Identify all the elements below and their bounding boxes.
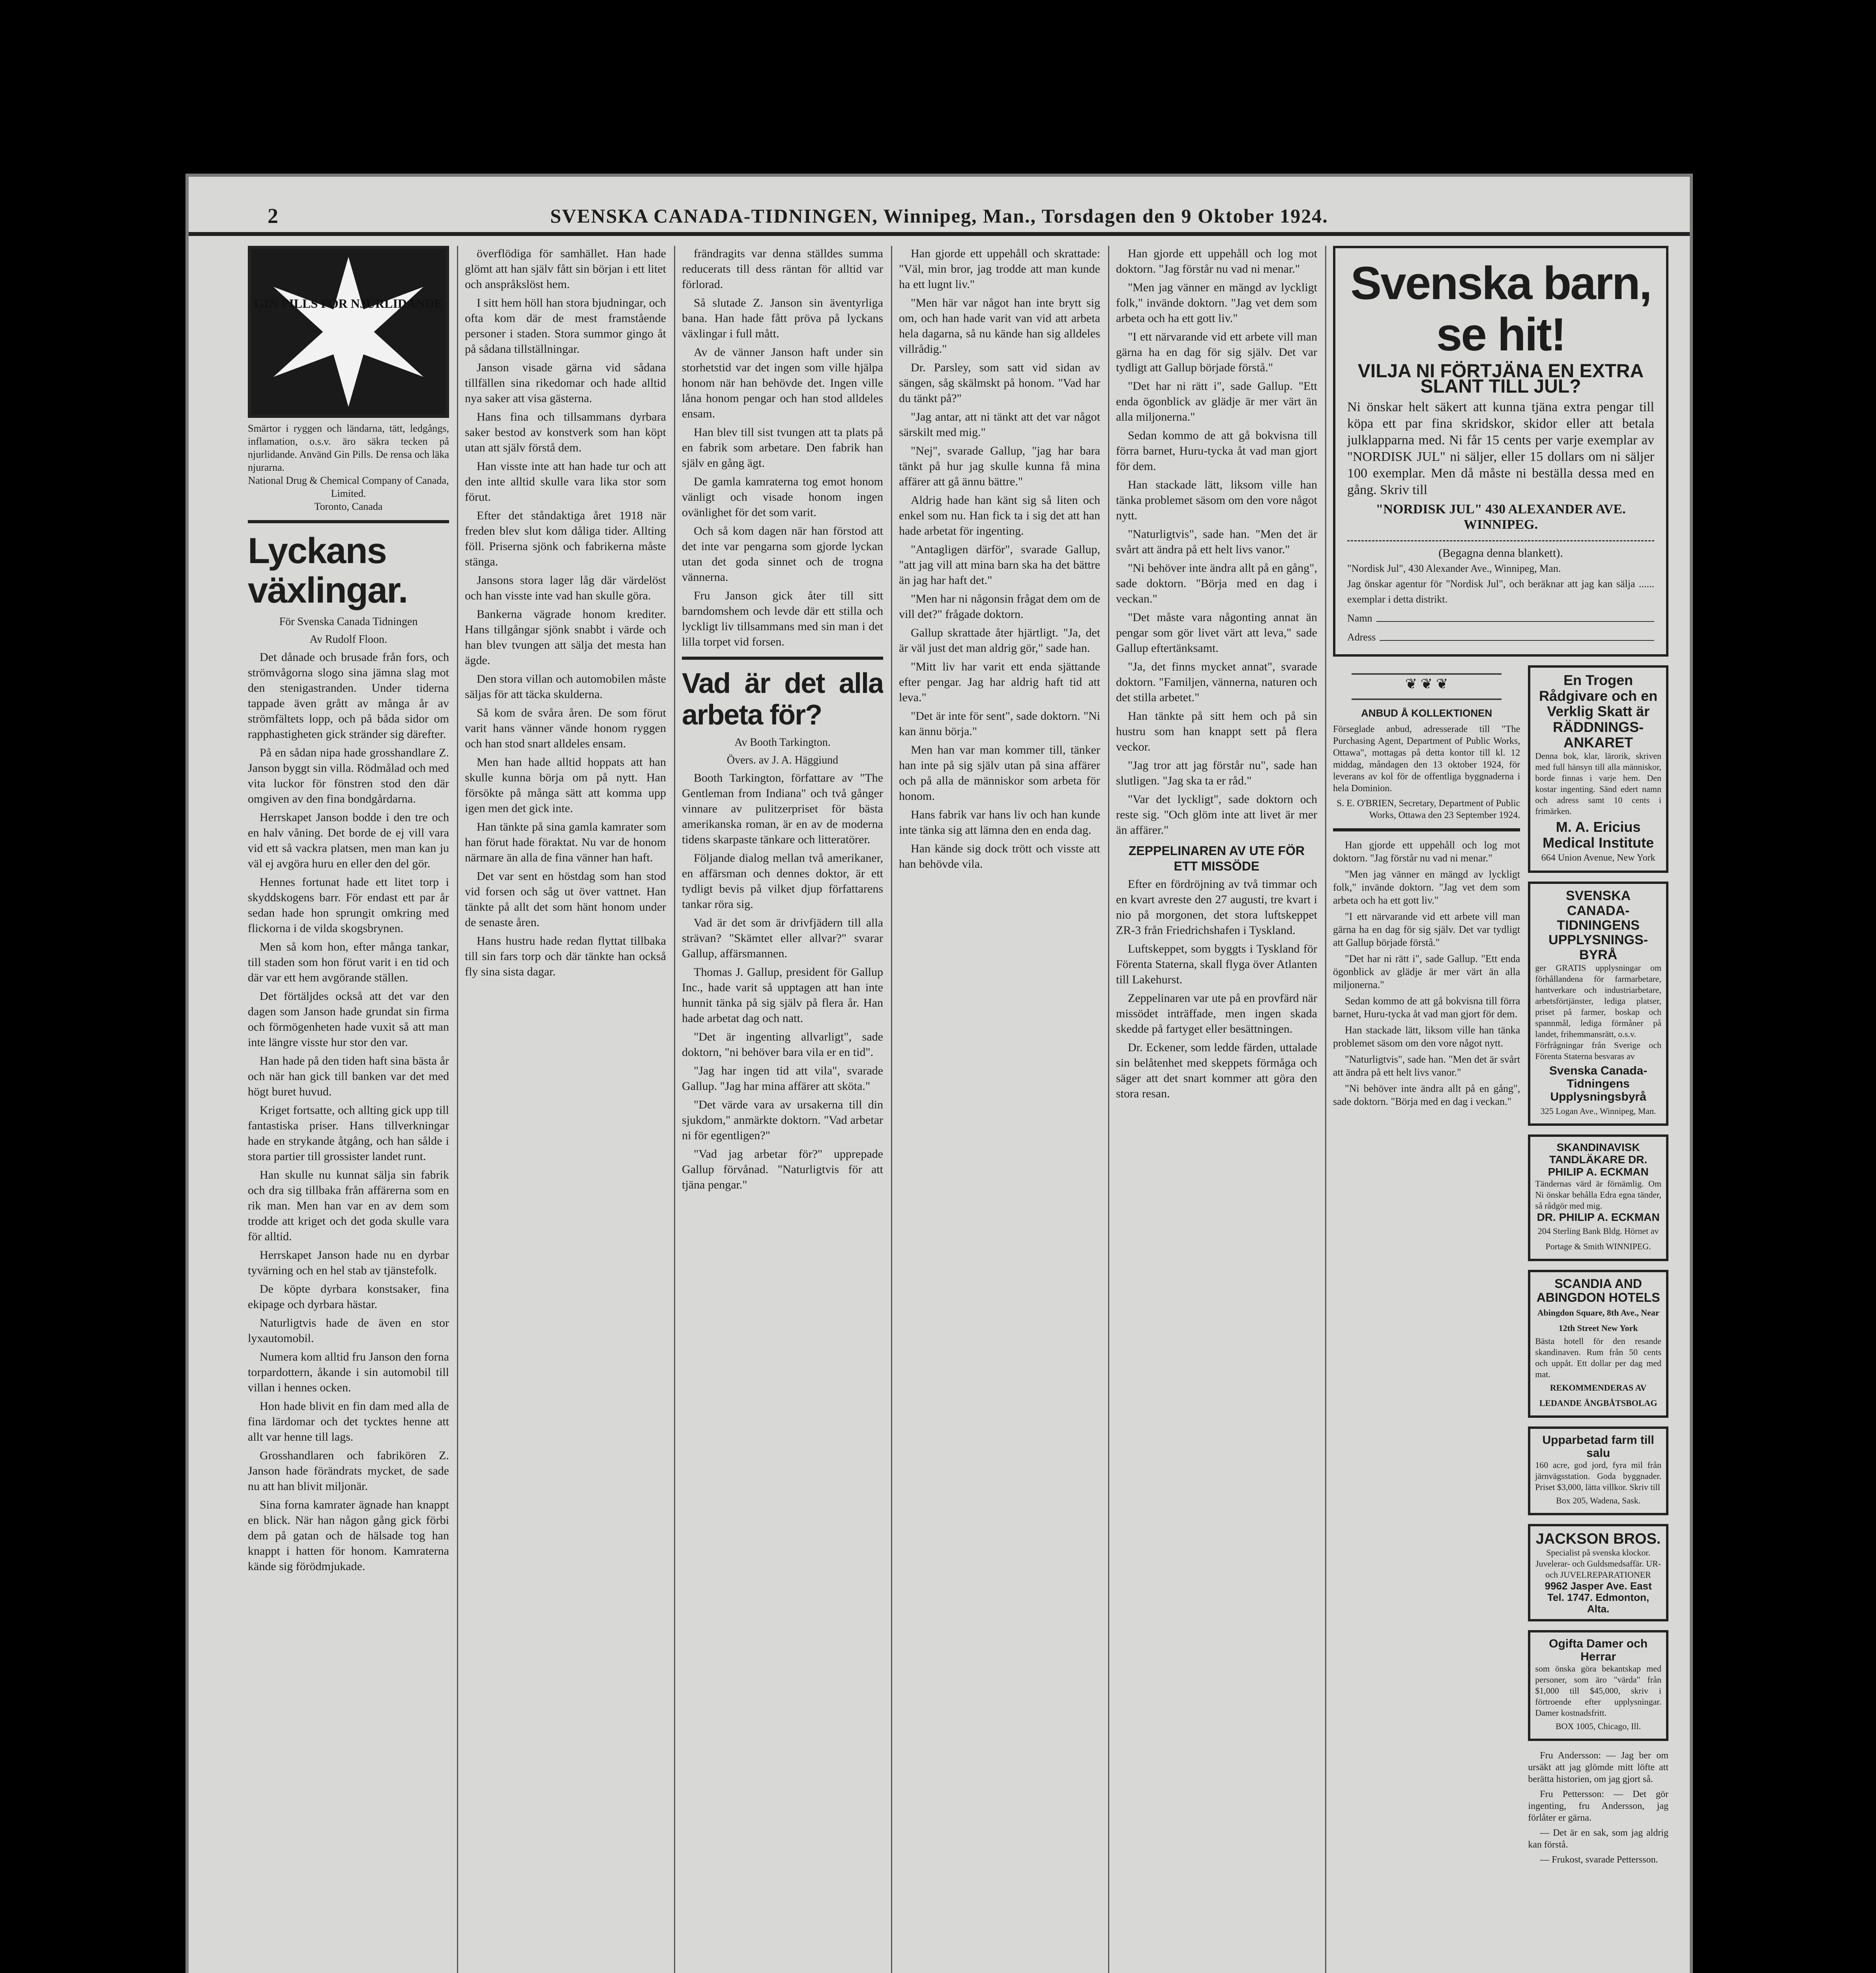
paragraph: "Mitt liv har varit ett enda sjättande efter pengar. Jag har aldrig haft tid att leva." xyxy=(899,660,1100,704)
paragraph: Det dånade och brusade från fors, och strömvågorna slogo sina jämna slag mot den stenigastranden. Under tiderna tappade även grått av många år av strömfältets lopp, och på båda sidor om rapphastigheten gick stränder sig därefter. xyxy=(248,651,449,741)
dental-head: SKANDINAVISK TANDLÄKARE DR. PHILIP A. ECKMAN xyxy=(1548,1141,1649,1178)
ogifta-addr: BOX 1005, Chicago, Ill. xyxy=(1555,1721,1641,1732)
column-4 xyxy=(899,246,1100,1973)
paragraph: Efter det ståndaktiga året 1918 när freden blev slut kom dåliga tider. Allting föll. Priserna sjönk och fabrikerna måste stänga. xyxy=(465,509,666,568)
jackson-ad xyxy=(1528,1524,1668,1622)
paragraph: Han blev till sist tvungen att ta plats på en fabrik som arbetare. Den fabrik han själv en gång ägt. xyxy=(682,426,883,470)
paragraph: "Det är inte för sent", sade doktorn. "Ni kan ännu börja." xyxy=(899,709,1100,738)
jackson-sub: Specialist på svenska klockor. Juvelerar- och Guldsmedsaffär. UR- och JUVELREPARATIONER xyxy=(1535,1548,1661,1580)
notice-column xyxy=(1333,665,1520,1869)
paragraph: Zeppelinaren var ute på en provfärd när missödet inträffade, men ingen skada skedde på fartyget eller besättningen. xyxy=(1116,992,1317,1035)
paragraph: Thomas J. Gallup, president för Gallup Inc., hade varit så upptagen att han inte hunnit tänka på sig själv på flera år. Han hade arbetat dag och natt. xyxy=(682,966,883,1025)
paragraph: Numera kom alltid fru Janson den forna torpardottern, åkande i sin automobil till villan i hennes ocken. xyxy=(248,1350,449,1394)
paragraph: "Men jag vänner en mängd av lyckligt folk," invände doktorn. "Jag vet dem som arbeta och ha ett gott liv." xyxy=(1116,281,1317,325)
paragraph: Han stackade lätt, liksom ville han tänka problemet säsom om den vore något nytt. xyxy=(1116,478,1317,522)
big-body: Ni önskar helt säkert att kunna tjäna extra pengar till köpa ett par fina skridskor, skidor eller att betala julklapparna med. Ni får 15 cents per varje exemplar av "NORDISK JUL" ni säljer, eller 15 dollars om ni säljer 100 exemplar. Men då måste ni beställa dessa med en gång. Skriv till xyxy=(1347,400,1654,497)
paragraph: Herrskapet Janson hade nu en dyrbar tyvärning och en hel stab av tjänstefolk. xyxy=(248,1249,449,1277)
ogifta-head: Ogifta Damer och Herrar xyxy=(1549,1637,1648,1664)
paragraph: Efter en fördröjning av två timmar och en kvart avreste den 27 augusti, tre kvart i nio på morgonen, det stora luftskeppet ZR-3 från Friedrichshafen i Tyskland. xyxy=(1116,878,1317,937)
paragraph: Och så kom dagen när han förstod att det inte var pengarna som gjorde lyckan utan det goda sinnet och de trogna vännerna. xyxy=(682,524,883,584)
paragraph: Han tänkte på sina gamla kamrater som han förut hade föraktat. Nu var de honom närmare än alla de fina vänner han haft. xyxy=(465,820,666,864)
ericius-body: Denna bok, klar, lärorik, skriven med full hänsyn till alla människor, borde finnas i varje hem. Den kostar ingenting. Sänd edert namn och adress samt 10 cents i frimärken. xyxy=(1535,751,1661,816)
paragraph: Gallup skrattade åter hjärtligt. "Ja, det är väl just det man aldrig gör," sade han. xyxy=(899,626,1100,655)
col-cont-text: "I ett närvarande vid ett arbete vill man gärna ha en dag för sig själv. Det var tydligt att Gallup började förstå." xyxy=(1333,911,1520,948)
form-address-field[interactable] xyxy=(1380,627,1654,641)
paragraph: Luftskeppet, som byggts i Tyskland för Förenta Staterna, skall flyga över Atlanten till Lakehurst. xyxy=(1116,942,1317,986)
ericius-head: En Trogen Rådgivare och en Verklig Skatt är RÄDDNINGS-ANKARET xyxy=(1539,672,1658,751)
form-name-field[interactable] xyxy=(1376,608,1654,622)
paragraph: "Var det lyckligt", sade doktorn och reste sig. "Och glöm inte att livet är mer än affärer." xyxy=(1116,793,1317,837)
ogifta-ad xyxy=(1528,1630,1668,1741)
ogifta-body: som önska göra bekantskap med personer, som äro "värda" från $1,000 till $45,000, skriv i förtroende efter upplysningar. Damer kostnadsfritt. xyxy=(1535,1664,1661,1718)
paragraph: Hans fabrik var hans liv och han kunde inte tänka sig att lämna den en enda dag. xyxy=(899,808,1100,837)
paragraph: Fru Janson gick åter till sitt barndomshem och levde där ett stilla och lyckligt liv tillsammans med sin man i det lilla torpet vid forsen. xyxy=(682,589,883,648)
form-line1: "Nordisk Jul", 430 Alexander Ave., Winnipeg, Man. xyxy=(1347,563,1561,574)
col-cont-text: Han gjorde ett uppehåll och log mot doktorn. "Jag förstår nu vad ni menar." xyxy=(1333,839,1520,864)
ericius-name: M. A. Ericius Medical Institute xyxy=(1543,818,1654,851)
article-body-lyckans xyxy=(248,650,449,1574)
gin-pills-title: GIN PILLS FOR NJURLIDANDE xyxy=(254,296,443,311)
paragraph: "Jag tror att jag förstår nu", sade han slutligen. "Jag ska ta er råd." xyxy=(1116,759,1317,787)
paragraph: Men han hade alltid hoppats att han skulle kunna börja om på nytt. Han försökte på många sätt att komma upp igen men det gick inte. xyxy=(465,756,666,815)
dental-name: DR. PHILIP A. ECKMAN xyxy=(1537,1211,1660,1223)
paragraph: Men så kom hon, efter många tankar, till staden som hon förut varit i en tid och där var ett hem avgörande ställen. xyxy=(248,940,449,984)
paragraph: "Naturligtvis", sade han. "Men det är svårt att ändra på ett helt livs vanor." xyxy=(1116,528,1317,556)
paragraph: Vad är det som är drivfjädern till alla strävan? "Skämtet eller allvar?" svarar Gallup, affärsmannen. xyxy=(682,916,883,960)
dental-addr: 204 Sterling Bank Bldg. Hörnet av Portage & Smith WINNIPEG. xyxy=(1537,1226,1659,1252)
paragraph: "I ett närvarande vid ett arbete vill man gärna ha en dag för sig själv. Det var tydligt att Gallup började förstå." xyxy=(1116,330,1317,374)
article-title-vad-ar-det: Vad är det alla arbeta för? xyxy=(682,668,883,731)
upplys-body: ger GRATIS upplysningar om förhållandena för farmarbetare, hantverkare och industriarbetare, arbetsförtjänster, lediga platser, priset på farmer, boskap och spannmål, lediga förmåner på landet, frihemmansrätt, o.s.v. xyxy=(1535,963,1661,1039)
notice-body: Förseglade anbud, adresserade till "The Purchasing Agent, Department of Public Works, Ottawa", mottagas på detta kontor till kl. 12 middag, måndagen den 13 oktober 1924, för leverans av kol för de offentliga byggnaderna i hela Dominion. xyxy=(1333,724,1520,794)
jackson-tel: Tel. 1747. Edmonton, Alta. xyxy=(1547,1591,1649,1615)
paragraph: "Det måste vara någonting annat än pengar som gör livet värt att leva," sade Gallup eftertänksamt. xyxy=(1116,611,1317,655)
newspaper-page xyxy=(185,174,1693,1973)
paragraph: Naturligtvis hade de även en stor lyxautomobil. xyxy=(248,1316,449,1345)
paragraph: Han visste inte att han hade tur och att den inte alltid skulle vara lika stor som förut. xyxy=(465,460,666,504)
paragraph: Han gjorde ett uppehåll och log mot doktorn. "Jag förstår nu vad ni menar." xyxy=(1116,247,1317,275)
joke: — Frukost, svarade Pettersson. xyxy=(1540,1855,1658,1865)
col-cont-text: Sedan kommo de att gå bokvisna till förra barnet, Huru-tycka åt vad man gjort för dem. xyxy=(1333,995,1520,1020)
paragraph: Jansons stora lager låg där värdelöst och han visste inte vad han skulle göra. xyxy=(465,574,666,602)
paragraph: Hennes fortunat hade ett litet torp i skyddskogens barr. För endast ett par år sedan hade hon sprungit omkring med flickorna i de vilda skogsbrynen. xyxy=(248,876,449,935)
paragraph: Följande dialog mellan två amerikaner, en affärsman och dennes doktor, är ett tydligt bevis på vilket djup författarens tankar röra sig. xyxy=(682,852,883,911)
col-cont-text: "Men jag vänner en mängd av lyckligt folk," invände doktorn. "Jag vet dem som arbeta och ha ett gott liv." xyxy=(1333,869,1520,906)
paragraph: Grosshandlaren och fabrikören Z. Janson hade förändrats mycket, de sade nu att han blivit miljonär. xyxy=(248,1449,449,1493)
paragraph: Han hade på den tiden haft sina bästa år och när han gick till banken var det med högt buret huvud. xyxy=(248,1054,449,1098)
paragraph: Sedan kommo de att gå bokvisna till förra barnet, Huru-tycka åt vad man gjort för dem. xyxy=(1116,429,1317,473)
gin-pills-ad xyxy=(248,246,449,418)
page-number: 2 xyxy=(268,204,278,228)
big-subtitle: VILJA NI FÖRTJÄNA EN EXTRA SLANT TILL JUL? xyxy=(1357,361,1644,397)
paragraph: "Det har ni rätt i", sade Gallup. "Ett enda ögonblick av glädje är mer värt än alla miljonerna." xyxy=(1116,380,1317,423)
paragraph: "Ja, det finns mycket annat", svarade doktorn. "Familjen, vännerna, naturen och det stilla arbetet." xyxy=(1116,660,1317,704)
paragraph: Janson visade gärna vid sådana tillfällen sina rikedomar och hade alltid nya saker att visa gästerna. xyxy=(465,361,666,405)
ericius-addr: 664 Union Avenue, New York xyxy=(1541,853,1655,863)
gin-pills-body: Smärtor i ryggen och ländarna, tätt, ledgångs, inflamation, o.s.v. äro säkra tecken på njurlidande. Använd Gin Pills. De rensa och läka njurarna. xyxy=(248,423,449,473)
paragraph: Det var sent en höstdag som han stod vid forsen och såg ut över vattnet. Han tänkte på allt det som hänt honom under de senaste åren. xyxy=(465,870,666,929)
paragraph: "Jag har ingen tid att vila", svarade Gallup. "Jag har mina affärer att sköta." xyxy=(682,1064,883,1093)
column-2 xyxy=(465,246,666,1973)
paragraph: Det förtäljdes också att det var den dagen som Janson hade grundat sin firma och förmögenheten hade vuxit så att man inte längre visste hur stor den var. xyxy=(248,990,449,1049)
hotel-body: Bästa hotell för den resande skandinaven. Rum från 50 cents och uppåt. Ett dollar per dag med mat. xyxy=(1535,1336,1661,1379)
article-title-lyckans: Lyckans växlingar. xyxy=(248,531,408,610)
starburst-graphic xyxy=(273,257,423,407)
joke: Fru Andersson: — Jag ber om ursäkt att jag glömde mitt löfte att berätta historien, om jag gjort så. xyxy=(1528,1750,1668,1785)
farm-ad xyxy=(1528,1426,1668,1515)
paragraph: "Det värde vara av ursakerna till din sjukdom," anmärkte doktorn. "Vad arbetar ni för egentligen?" xyxy=(682,1098,883,1142)
paragraph: Kriget fortsatte, och allting gick upp till fantastiska priser. Hans tillverkningar hade en strykande åtgång, och han sålde i stora partier till grossister landet runt. xyxy=(248,1104,449,1163)
article4-translator: Övers. av J. A. Häggiund xyxy=(726,754,839,766)
paragraph: Han tänkte på sitt hem och på sin hustru som han knappt sett på flera veckor. xyxy=(1116,709,1317,753)
paragraph: Aldrig hade han känt sig så liten och enkel som nu. Han fick ta i sig det att han hade arbetat för ingenting. xyxy=(899,494,1100,537)
paragraph: frändragits var denna ställdes summa reducerats till dess räntan för alltid var förlorad. xyxy=(682,247,883,291)
column-1 xyxy=(248,246,449,1973)
upplys-name: Svenska Canada-Tidningens Upplysningsbyrå xyxy=(1549,1064,1648,1104)
paragraph: "Nej", svarade Gallup, "jag har bara tänkt på hur jag skulle kunna få mina affärer att gå ännu bättre." xyxy=(899,444,1100,488)
column-3 xyxy=(682,246,883,1973)
paragraph: Hon hade blivit en fin dam med alla de fina lärdomar och det tycktes henne att allt var henne till lags. xyxy=(248,1400,449,1443)
paragraph: Så kom de svåra åren. De som förut varit hans vänner vände honom ryggen och han stod snart alldeles ensam. xyxy=(465,706,666,750)
paragraph: I sitt hem höll han stora bjudningar, och ofta kom där de mest framstående personer i staden. Stora summor gingo åt på sådana tillställningar. xyxy=(465,296,666,356)
paragraph: "Det är ingenting allvarligt", sade doktorn, "ni behöver bara vila er en tid". xyxy=(682,1030,883,1059)
form-name-label: Namn xyxy=(1347,612,1372,624)
hotel-head: SCANDIA AND ABINGDON HOTELS xyxy=(1536,1277,1660,1305)
article-subtitle: För Svenska Canada Tidningen xyxy=(279,616,418,628)
ornament-divider xyxy=(1352,673,1501,700)
dental-ad xyxy=(1528,1134,1668,1261)
big-address: "NORDISK JUL" 430 ALEXANDER AVE. WINNIPEG. xyxy=(1376,502,1626,532)
paragraph: Han kände sig dock trött och visste att han behövde vila. xyxy=(899,842,1100,870)
farm-body: 160 acre, god jord, fyra mil från järnvägsstation. Goda byggnader. Priset $3,000, lätta villkor. Skriv till xyxy=(1535,1460,1661,1492)
paragraph: Sina forna kamrater ägnade han knappt en blick. När han någon gång gick förbi dem på gatan och de hälsade tog han knappt i hatten för honom. Kamraterna kände sig förödmjukade. xyxy=(248,1498,449,1573)
paragraph: På en sådan nipa hade grosshandlare Z. Janson byggt sin villa. Rödmålad och med vita luckor för fönstren stod den där omgiven av den fina bondgårdarna. xyxy=(248,746,449,805)
paragraph: De köpte dyrbara konstsaker, fina ekipage och dyrbara hästar. xyxy=(248,1282,449,1311)
zeppelin-headline: ZEPPELINAREN AV UTE FÖR ETT MISSÖDE xyxy=(1128,844,1305,873)
paragraph: Hans fina och tillsammans dyrbara saker bestod av konstverk som han köpt utan att själv förstå dem. xyxy=(465,410,666,454)
upplys-body2: Förfrågningar från Sverige och Förenta Staterna besvaras av xyxy=(1535,1040,1661,1061)
right-column xyxy=(1333,246,1668,1973)
farm-contact: Box 205, Wadena, Sask. xyxy=(1556,1495,1641,1505)
dental-body: Tändernas värd är förnämlig. Om Ni önskar behålla Edra egna tänder, så rådgör med mig. xyxy=(1535,1178,1661,1211)
small-ads-column xyxy=(1528,665,1668,1869)
paragraph: överflödiga för samhället. Han hade glömt att han själv fått sin början i ett litet och anspråkslöst hem. xyxy=(465,247,666,291)
big-title: Svenska barn, se hit! xyxy=(1350,257,1651,361)
upplysning-ad xyxy=(1528,882,1668,1126)
paragraph: Så slutade Z. Janson sin äventyrliga bana. Han hade fått pröva på lyckans växlingar i full mått. xyxy=(682,296,883,340)
paragraph: Han skulle nu kunnat sälja sin fabrik och dra sig tillbaka från affärerna som en rik man. Men han var en av dem som trodde att kriget och det goda skulle vara för alltid. xyxy=(248,1168,449,1243)
paragraph: "Men här var något han inte brytt sig om, och han hade varit van vid att arbeta hela dagarna, så nu kände han sig alldeles villrådig." xyxy=(899,296,1100,356)
paragraph: Bankerna vägrade honom krediter. Hans tillgångar sjönk snabbt i värde och han blev tvungen att sälja det mesta han ägde. xyxy=(465,608,666,667)
joke: Fru Pettersson: — Det gör ingenting, fru Andersson, jag förlåter er gärna. xyxy=(1528,1789,1668,1823)
form-caption: (Begagna denna blankett). xyxy=(1438,547,1563,560)
column-5 xyxy=(1116,246,1317,1973)
article4-byline: Av Booth Tarkington. xyxy=(734,736,831,749)
paragraph: Booth Tarkington, författare av "The Gentleman from Indiana" och två gånger vinnare av pulitzerpriset för bästa amerikanska roman, är en av de moderna tidens skarpaste tänkare och litteratörer. xyxy=(682,771,883,846)
joke: — Det är en sak, som jag aldrig kan förstå. xyxy=(1528,1828,1668,1850)
hotel-addr: Abingdon Square, 8th Ave., Near 12th Street New York xyxy=(1537,1307,1659,1333)
upplys-head: SVENSKA CANADA-TIDNINGENS UPPLYSNINGS-BYRÅ xyxy=(1548,888,1648,962)
jokes xyxy=(1528,1750,1668,1866)
form-address-label: Adress xyxy=(1347,631,1376,643)
hotel-rec: REKOMMENDERAS AV LEDANDE ÅNGBÅTSBOLAG xyxy=(1539,1382,1657,1408)
col-cont-text: Han stackade lätt, liksom ville han tänka problemet säsom om den vore något nytt. xyxy=(1333,1024,1520,1049)
paragraph: Hans hustru hade redan flyttat tillbaka till sin fars torp och där tänkte han också fly sina sista dagar. xyxy=(465,934,666,978)
form-line2: Jag önskar agentur för "Nordisk Jul", och beräknar att jag kan sälja ...... exemplar i detta distrikt. xyxy=(1347,578,1654,605)
jackson-addr: 9962 Jasper Ave. East xyxy=(1545,1580,1652,1592)
paragraph: "Antagligen därför", svarade Gallup, "att jag vill att mina barn ska ha det bättre än jag har haft det." xyxy=(899,543,1100,587)
paragraph: Dr. Parsley, som satt vid sidan av sängen, såg skälmskt på honom. "Vad har du tänkt på?" xyxy=(899,361,1100,405)
paragraph: Men han var man kommer till, tänker han inte på sig själv utan på sina affärer och på alla de människor som arbeta för honom. xyxy=(899,743,1100,803)
col-cont-text: "Det har ni rätt i", sade Gallup. "Ett enda ögonblick av glädje är mer värt än alla miljonerna." xyxy=(1333,953,1520,990)
jackson-head: JACKSON BROS. xyxy=(1535,1530,1661,1547)
paragraph: Den stora villan och automobilen måste säljas för att täcka skulderna. xyxy=(465,672,666,701)
gin-pills-maker: National Drug & Chemical Company of Canada, Limited. xyxy=(248,475,449,499)
hotel-ad xyxy=(1528,1270,1668,1417)
paragraph: "Jag antar, att ni tänkt att det var något särskilt med mig." xyxy=(899,410,1100,439)
paragraph: "Men har ni någonsin frågat dem om de vill det?" frågade doktorn. xyxy=(899,592,1100,621)
paragraph: "Vad jag arbetar för?" upprepade Gallup förvånad. "Naturligtvis för att tjäna pengar." xyxy=(682,1147,883,1191)
article-byline: Av Rudolf Floon. xyxy=(309,633,388,646)
notice-head: ANBUD Å KOLLEKTIONEN xyxy=(1361,707,1492,719)
col-cont-text: "Naturligtvis", sade han. "Men det är svårt att ändra på ett helt livs vanor." xyxy=(1333,1054,1520,1078)
page-header xyxy=(189,200,1690,236)
nordisk-jul-ad xyxy=(1333,246,1668,657)
upplys-addr: 325 Logan Ave., Winnipeg, Man. xyxy=(1540,1106,1656,1116)
ericius-ad xyxy=(1528,665,1668,873)
gin-pills-city: Toronto, Canada xyxy=(314,501,383,512)
paragraph: Dr. Eckener, som ledde färden, uttalade sin belåtenhet med skeppets förmåga och säger att det snart kommer att göra den stora resan. xyxy=(1116,1041,1317,1100)
paragraph: De gamla kamraterna tog emot honom vänligt och visade honom ingen ovänlighet för det som varit. xyxy=(682,475,883,519)
col-cont-text: "Ni behöver inte ändra allt på en gång", sade doktorn. "Börja med en dag i veckan." xyxy=(1333,1083,1520,1107)
notice-sign: S. E. O'BRIEN, Secretary, Department of Public Works, Ottawa den 23 September 1924. xyxy=(1336,798,1520,820)
paragraph: "Ni behöver inte ändra allt på en gång", sade doktorn. "Börja med en dag i veckan." xyxy=(1116,562,1317,605)
paragraph: Han gjorde ett uppehåll och skrattade: "Väl, min bror, jag trodde att man kunde ha ett lugnt liv." xyxy=(899,247,1100,291)
paragraph: Herrskapet Janson bodde i den tre och en halv våning. Det borde de ej vill vara vid ett så vackra platsen, men man kan ju väl ej avgöra huru en eller den del gör. xyxy=(248,811,449,870)
masthead: SVENSKA CANADA-TIDNINGEN, Winnipeg, Man., Torsdagen den 9 Oktober 1924. xyxy=(550,205,1328,227)
farm-head: Upparbetad farm till salu xyxy=(1542,1433,1654,1460)
paragraph: Av de vänner Janson haft under sin storhetstid var det ingen som ville hjälpa honom när han behövde det. Ingen ville låna honom pengar och han stod alldeles ensam. xyxy=(682,346,883,420)
